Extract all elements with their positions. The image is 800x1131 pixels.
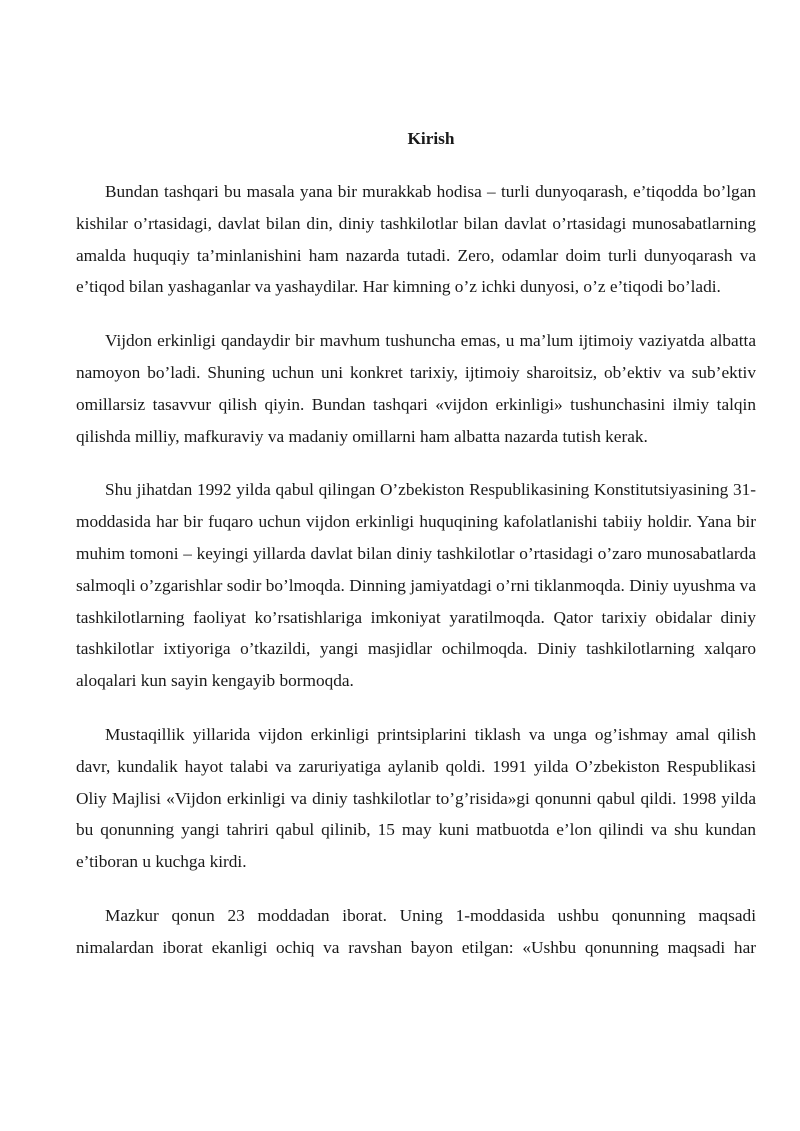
page-title: Kirish bbox=[407, 129, 455, 148]
paragraph: Mustaqillik yillarida vijdon erkinligi printsiplarini tiklash va unga og’ishmay amal qilish davr, kundalik hayot talabi va zaruriyatiga aylanib qoldi. 1991 yilda O’zbekiston Respublikasi Oliy Majlisi «Vijdon erkinligi va diniy tashkilotlar to’g’risida»gi qonunni qabul qildi. 1998 yilda bu qonunning yangi tahriri qabul qilinib, 15 may kuni matbuotda e’lon qilindi va shu kundan e’tiboran u kuchga kirdi. bbox=[76, 724, 756, 872]
paragraph: Mazkur qonun 23 moddadan iborat. Uning 1-moddasida ushbu qonunning maqsadi nimalardan iborat ekanligi ochiq va ravshan bayon etilgan: «Ushbu qonunning maqsadi har bbox=[76, 905, 756, 957]
paragraph: Shu jihatdan 1992 yilda qabul qilingan O’zbekiston Respublikasining Konstitutsiyasining 31-moddasida har bir fuqaro uchun vijdon erkinligi huquqining kafolatlanishi tabiiy holdir. Yana bir muhim tomoni – keyingi yillarda davlat bilan diniy tashkilotlar o’rtasidagi o’zaro munosabatlarda salmoqli o’zgarishlar sodir bo’lmoqda. Dinning jamiyatdagi o’rni tiklanmoqda. Diniy uyushma va tashkilotlarning faoliyat ko’rsatishlariga imkoniyat yaratilmoqda. Qator tarixiy obidalar diniy tashkilotlar ixtiyoriga o’tkazildi, yangi masjidlar ochilmoqda. Diniy tashkilotlarning xalqaro aloqalari kun sayin kengayib bormoqda. bbox=[76, 480, 756, 691]
paragraph: Vijdon erkinligi qandaydir bir mavhum tushuncha emas, u ma’lum ijtimoiy vaziyatda albatta namoyon bo’ladi. Shuning uchun uni konkret tarixiy, ijtimoiy sharoitsiz, ob’ektiv va sub’ektiv omillarsiz tasavvur qilish qiyin. Bundan tashqari «vijdon erkinligi» tushunchasini ilmiy talqin qilishda milliy, mafkuraviy va madaniy omillarni ham albatta nazarda tutish kerak. bbox=[76, 331, 756, 446]
paragraph: Bundan tashqari bu masala yana bir murakkab hodisa – turli dunyoqarash, e’tiqodda bo’lgan kishilar o’rtasidagi, davlat bilan din, diniy tashkilotlar bilan davlat o’rtasidagi munosabatlarning amalda huquqiy ta’minlanishini ham nazarda tutadi. Zero, odamlar doim turli dunyoqarash va e’tiqod bilan yashaganlar va yashaydilar. Har kimning o’z ichki dunyosi, o’z e’tiqodi bo’ladi. bbox=[76, 182, 756, 297]
document-body bbox=[76, 176, 756, 986]
